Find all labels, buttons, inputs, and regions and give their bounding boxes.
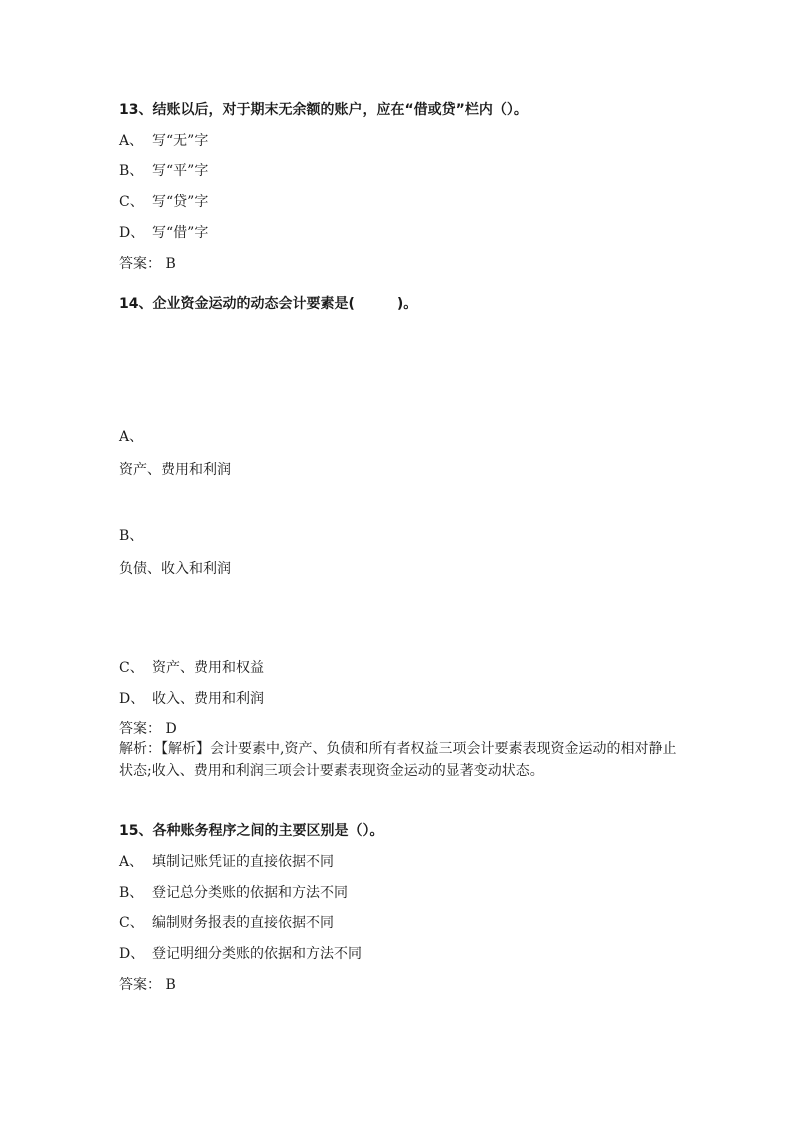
option-text: 收入、费用和利润: [152, 691, 264, 707]
question-14-option-d: [119, 690, 264, 708]
option-text: 写“无”字: [152, 133, 209, 149]
question-13-title: 13、结账以后，对于期末无余额的账户，应在“借或贷”栏内（）。: [119, 102, 528, 118]
question-15-title: 15、各种账务程序之间的主要区别是（）。: [119, 823, 384, 839]
question-14-option-a-letter: A、: [119, 429, 144, 445]
question-13-option-d: [119, 224, 208, 242]
question-15-option-a: [119, 853, 334, 871]
option-letter: D、: [119, 946, 145, 962]
option-letter: D、: [119, 691, 145, 707]
option-letter: A、: [119, 854, 144, 870]
question-15-option-d: [119, 945, 362, 963]
question-14-option-a-text: 资产、费用和利润: [119, 462, 231, 478]
option-letter: B、: [119, 885, 144, 901]
question-15-option-c: [119, 914, 334, 932]
option-text: 填制记账凭证的直接依据不同: [152, 854, 334, 870]
question-14-title: 14、企业资金运动的动态会计要素是( )。: [119, 296, 418, 312]
question-14-option-b-text: 负债、收入和利润: [119, 561, 231, 577]
question-14-answer: 答案： D: [119, 721, 177, 737]
option-text: 写“借”字: [152, 225, 209, 241]
question-15-answer: 答案： B: [119, 977, 176, 993]
question-13-option-a: [119, 132, 208, 150]
question-14-explanation: 解析：【解析】会计要素中,资产、负债和所有者权益三项会计要素表现资金运动的相对静止状态;收入、费用和利润三项会计要素表现资金运动的显著变动状态。: [119, 741, 677, 779]
option-text: 写“贷”字: [152, 194, 209, 210]
question-13-option-c: [119, 193, 208, 211]
question-14-option-b-letter: B、: [119, 528, 144, 544]
option-text: 编制财务报表的直接依据不同: [152, 915, 334, 931]
option-letter: C、: [119, 660, 144, 676]
question-15-option-b: [119, 884, 348, 902]
option-text: 资产、费用和权益: [152, 660, 264, 676]
question-13-option-b: [119, 162, 208, 180]
option-text: 登记总分类账的依据和方法不同: [152, 885, 348, 901]
option-letter: B、: [119, 163, 144, 179]
question-14-option-c: [119, 659, 264, 677]
option-letter: D、: [119, 225, 145, 241]
option-text: 登记明细分类账的依据和方法不同: [152, 946, 362, 962]
option-text: 写“平”字: [152, 163, 209, 179]
option-letter: A、: [119, 133, 144, 149]
option-letter: C、: [119, 194, 144, 210]
question-13-answer: 答案： B: [119, 256, 176, 272]
option-letter: C、: [119, 915, 144, 931]
